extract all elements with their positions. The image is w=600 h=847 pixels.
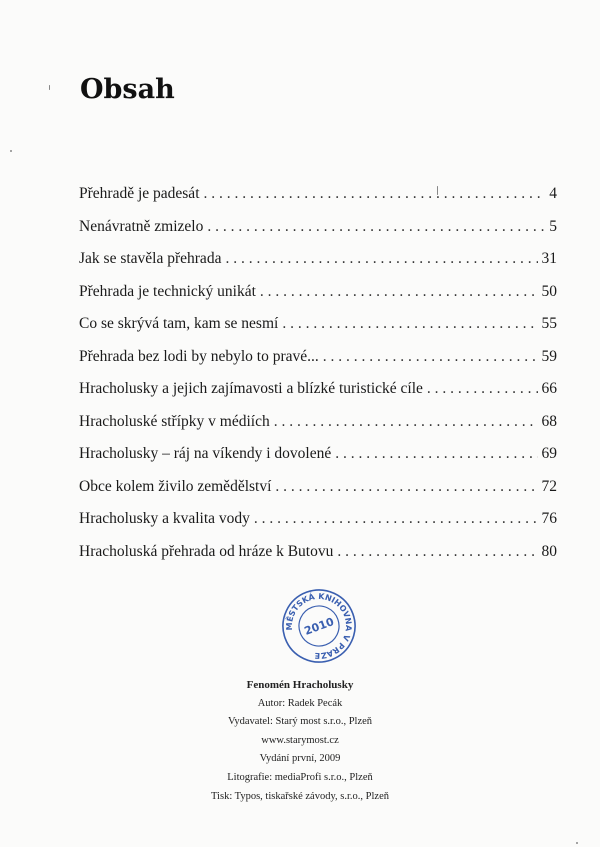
paper-speck [576, 842, 578, 844]
toc-entry-title: Nenávratně zmizelo [79, 217, 204, 235]
toc-entry [79, 445, 557, 478]
toc-entry-page: 31 [541, 250, 557, 267]
toc-entry [79, 413, 557, 446]
library-stamp-graphic [281, 588, 357, 664]
toc-entry-page: 5 [549, 217, 557, 235]
page-title: Obsah [80, 74, 175, 105]
toc-entry [79, 543, 557, 576]
stamp-ring-text: MĚSTSKÁ KNIHOVNA V PRAZE [284, 591, 354, 661]
toc-entry-page: 69 [541, 445, 557, 462]
toc-entry-title: Hracholuská přehrada od hráze k Butovu [79, 542, 334, 560]
toc-entry [79, 283, 557, 316]
toc-entry [79, 380, 557, 413]
toc-entry-title: Obce kolem živilo zemědělství [79, 477, 272, 495]
toc-entry-page: 4 [549, 185, 557, 202]
toc-entry-page: 50 [541, 282, 557, 300]
toc-entry-title: Přehrada bez lodi by nebylo to pravé... [79, 347, 319, 365]
library-stamp [281, 588, 357, 664]
toc-entry-page: 76 [541, 510, 557, 527]
toc-entry [79, 250, 557, 283]
toc-entry-title: Hracholusky – ráj na víkendy i dovolené [79, 445, 332, 462]
toc-entry-title: Přehrada je technický unikát [79, 282, 256, 300]
toc-entry-title: Hracholusky a kvalita vody [79, 510, 250, 527]
toc-entry-page: 66 [541, 380, 557, 397]
stamp-year: 2010 [302, 615, 336, 638]
toc-entry-page: 80 [541, 542, 557, 560]
toc-entry-title: Hracholusky a jejich zajímavosti a blízké turistické cíle [79, 380, 423, 397]
toc-entry-page: 68 [541, 412, 557, 430]
paper-speck [10, 150, 12, 152]
lithography-line: Litografie: mediaProfi s.r.o., Plzeň [227, 771, 373, 783]
edition-line: Vydání první, 2009 [259, 753, 341, 765]
toc-dot-leader [323, 348, 538, 366]
toc-dot-leader [335, 445, 537, 463]
paper-speck [437, 186, 438, 195]
paper-speck [49, 85, 50, 90]
toc-dot-leader [204, 185, 546, 203]
toc-entry [79, 185, 557, 218]
toc-entry [79, 218, 557, 251]
toc-entry-title: Hracholuské střípky v médiích [79, 412, 270, 430]
publisher-line: Vydavatel: Starý most s.r.o., Plzeň [227, 716, 373, 728]
toc-dot-leader [207, 218, 545, 236]
author-line: Autor: Radek Pecák [257, 697, 343, 709]
toc-entry [79, 478, 557, 511]
toc-entry-page: 55 [541, 315, 557, 332]
toc-dot-leader [225, 250, 537, 268]
toc-dot-leader [254, 510, 538, 528]
toc-entry [79, 510, 557, 543]
toc-entry-title: Jak se stavěla přehrada [79, 250, 222, 267]
toc-entry-page: 59 [541, 347, 557, 365]
toc-entry-title: Přehradě je padesát [79, 185, 200, 202]
toc-dot-leader [282, 315, 537, 333]
toc-dot-leader [275, 478, 537, 496]
toc-dot-leader [274, 413, 538, 431]
toc-dot-leader [337, 543, 537, 561]
table-of-contents [79, 185, 557, 575]
toc-entry [79, 315, 557, 348]
colophon [0, 676, 600, 806]
toc-entry [79, 348, 557, 381]
toc-entry-page: 72 [541, 477, 557, 495]
toc-entry-title: Co se skrývá tam, kam se nesmí [79, 315, 279, 332]
toc-dot-leader [427, 380, 538, 398]
book-title: Fenomén Hracholusky [246, 679, 354, 691]
website-line: www.starymost.cz [261, 734, 339, 746]
toc-dot-leader [260, 283, 538, 301]
print-line: Tisk: Typos, tiskařské závody, s.r.o., Plzeň [211, 790, 389, 802]
